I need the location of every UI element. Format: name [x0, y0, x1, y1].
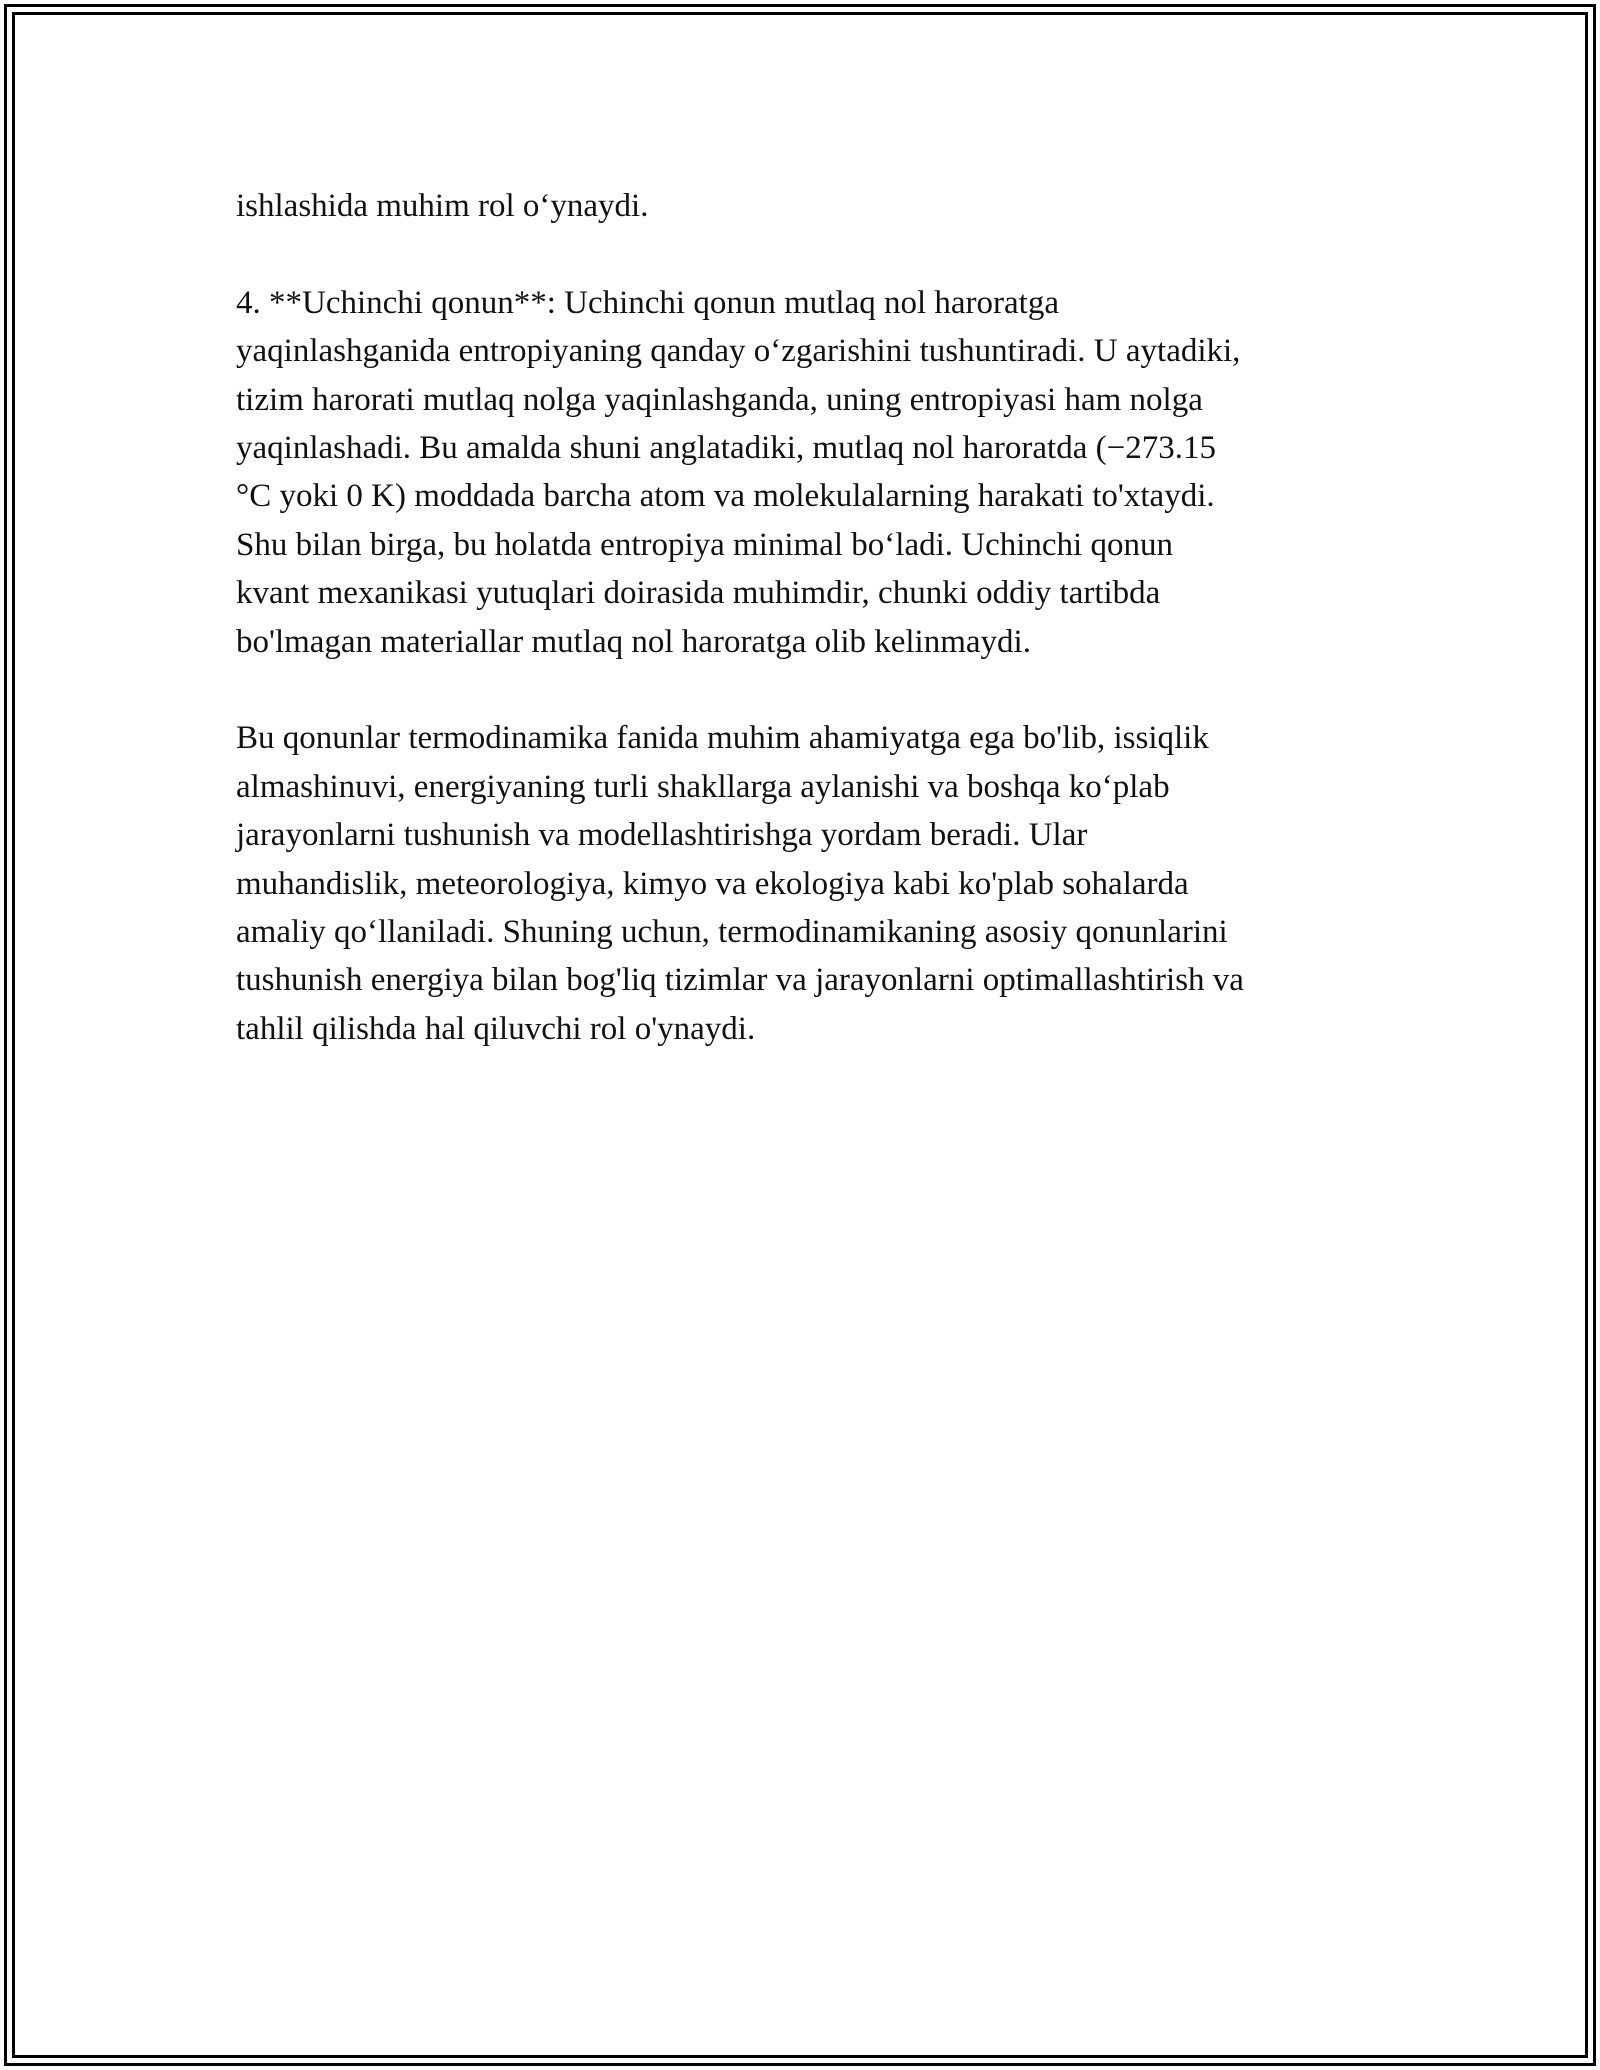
- paragraph-third-law: 4. **Uchinchi qonun**: Uchinchi qonun mutlaq nol haroratga yaqinlashganida entropiyaning qanday o‘zgarishini tushuntiradi. U aytadiki, tizim harorati mutlaq nolga yaqinlashganda, uning entropiyasi ham nolga yaqinlashadi. Bu amalda shuni anglatadiki, mutlaq nol haroratda (−273.15 °C yoki 0 K) moddada barcha atom va molekulalarning harakati to'xtaydi. Shu bilan birga, bu holatda entropiya minimal bo‘ladi. Uchinchi qonun kvant mexanikasi yutuqlari doirasida muhimdir, chunki oddiy tartibda bo'lmagan materiallar mutlaq nol haroratga olib kelinmaydi.: [236, 284, 1241, 660]
- paragraph-spacer: [236, 230, 1366, 278]
- page-body: [236, 182, 1366, 1053]
- paragraph-continuation: ishlashida muhim rol o‘ynaydi.: [236, 188, 649, 224]
- paragraph-spacer: [236, 666, 1366, 714]
- paragraph-conclusion: Bu qonunlar termodinamika fanida muhim ahamiyatga ega bo'lib, issiqlik almashinuvi, energiyaning turli shakllarga aylanishi va boshqa ko‘plab jarayonlarni tushunish va modellashtirishga yordam beradi. Ular muhandislik, meteorologiya, kimyo va ekologiya kabi ko'plab sohalarda amaliy qo‘llaniladi. Shuning uchun, termodinamikaning asosiy qonunlarini tushunish energiya bilan bog'liq tizimlar va jarayonlarni optimallashtirish va tahlil qilishda hal qiluvchi rol o'ynaydi.: [236, 720, 1244, 1047]
